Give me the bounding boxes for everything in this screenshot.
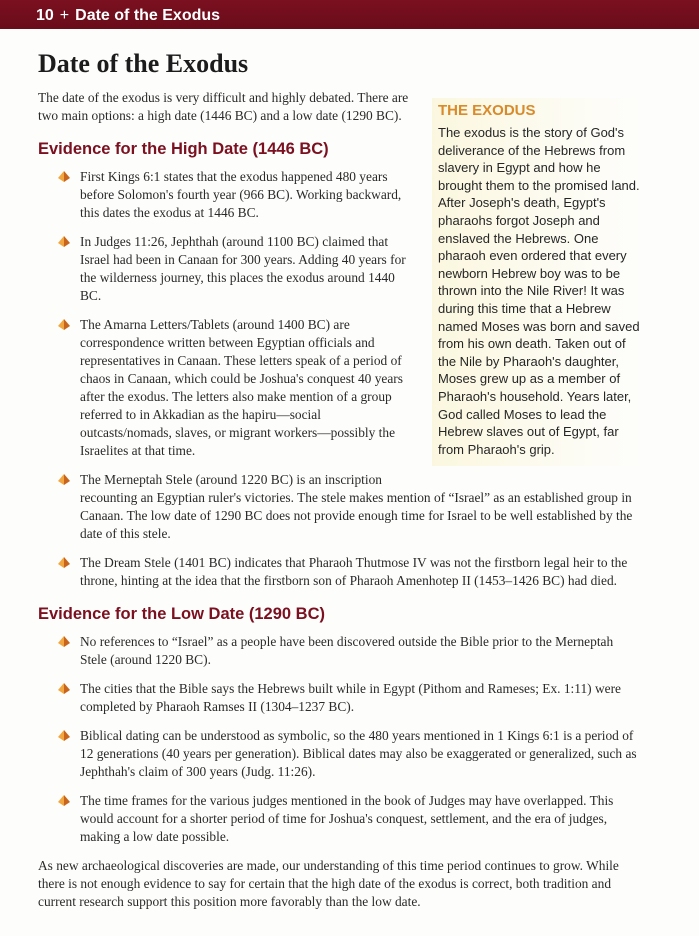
list-item-text: First Kings 6:1 states that the exodus happened 480 years before Solomon's fourth year (966 BC). Working backward, this dates the exodus at 1446 BC. (80, 169, 402, 220)
intro-paragraph: The date of the exodus is very difficult and highly debated. There are two main options: a high date (1446 BC) and a low date (1290 BC). (38, 90, 409, 123)
list-item (38, 680, 642, 716)
page-title: Date of the Exodus (38, 49, 249, 78)
sidebar-heading: THE EXODUS (438, 102, 536, 119)
bullet-icon (58, 795, 70, 806)
sidebar-body: The exodus is the story of God's deliverance of the Hebrews from slavery in Egypt and how he brought them to the promised land. After Joseph's death, Egypt's pharaohs forgot Joseph and enslaved the Hebrews. One pharaoh even ordered that every newborn Hebrew boy was to be thrown into the Nile River! It was during this time that a Hebrew named Moses was born and saved from his own death. Taken out of the Nile by Pharaoh's daughter, Moses grew up as a member of Pharaoh's household. Years later, God called Moses to lead the Hebrew slaves out of Egypt, far from Pharaoh's grip. (438, 125, 640, 457)
closing-paragraph: As new archaeological discoveries are made, our understanding of this time period continues to grow. While there is not enough evidence to say for certain that the high date of the exodus is correct, both tradition and current research support this position more favorably than the low date. (38, 858, 619, 909)
low-date-heading: Evidence for the Low Date (1290 BC) (38, 605, 325, 623)
list-item (38, 792, 642, 846)
list-item-text: The Merneptah Stele (around 1220 BC) is an inscription recounting an Egyptian ruler's victories. The stele makes mention of “Israel” as an established group in Canaan. The low date of 1290 BC does not provide enough time for Israel to be well established by the date of this stele. (80, 472, 633, 541)
list-item-text: The Dream Stele (1401 BC) indicates that Pharaoh Thutmose IV was not the firstborn legal heir to the throne, hinting at the idea that the firstborn son of Pharaoh Amenhotep II (1453–1426 BC) had died. (80, 555, 628, 588)
list-item (38, 554, 642, 590)
bullet-icon (58, 474, 70, 485)
bullet-icon (58, 730, 70, 741)
low-date-list (38, 633, 642, 846)
running-header (0, 0, 699, 29)
list-item-text: The cities that the Bible says the Hebrews built while in Egypt (Pithom and Rameses; Ex. 1:11) were completed by Pharaoh Ramses II (1304–1237 BC). (80, 681, 621, 714)
list-item-text: No references to “Israel” as a people have been discovered outside the Bible prior to the Merneptah Stele (around 1220 BC). (80, 634, 614, 667)
running-title: Date of the Exodus (75, 7, 221, 24)
list-item (38, 471, 642, 543)
list-item (38, 168, 642, 222)
bullet-icon (58, 636, 70, 647)
list-item (38, 316, 642, 460)
list-item-text: The Amarna Letters/Tablets (around 1400 BC) are correspondence written between Egyptian officials and representatives in Canaan. These letters speak of a period of chaos in Canaan, which could be Joshua's conquest 40 years after the exodus. The letters also make mention of a group referred to in Akkadian as the hapiru—social outcasts/nomads, slaves, or migrant workers—possibly the Israelites at that time. (80, 317, 403, 458)
list-item-text: The time frames for the various judges mentioned in the book of Judges may have overlapped. This would account for a shorter period of time for Joshua's conquest, settlement, and the era of judges, making a low date possible. (80, 793, 614, 844)
page-number: 10 (36, 7, 54, 24)
list-item-text: In Judges 11:26, Jephthah (around 1100 BC) claimed that Israel had been in Canaan for 300 years. Adding 40 years for the wilderness journey, this places the exodus around 1440 BC. (80, 234, 406, 303)
page-content (38, 48, 642, 911)
high-date-heading: Evidence for the High Date (1446 BC) (38, 140, 329, 158)
bullet-icon (58, 236, 70, 247)
list-item (38, 633, 642, 669)
bullet-icon (58, 683, 70, 694)
bullet-icon (58, 319, 70, 330)
list-item (38, 233, 642, 305)
separator: + (59, 7, 70, 24)
bullet-icon (58, 557, 70, 568)
bullet-icon (58, 171, 70, 182)
list-item-text: Biblical dating can be understood as symbolic, so the 480 years mentioned in 1 Kings 6:1 is a period of 12 generations (40 years per generation). Biblical dates may also be exaggerated or generalized, such as Jephthah's claim of 300 years (Judg. 11:26). (80, 728, 637, 779)
list-item (38, 727, 642, 781)
